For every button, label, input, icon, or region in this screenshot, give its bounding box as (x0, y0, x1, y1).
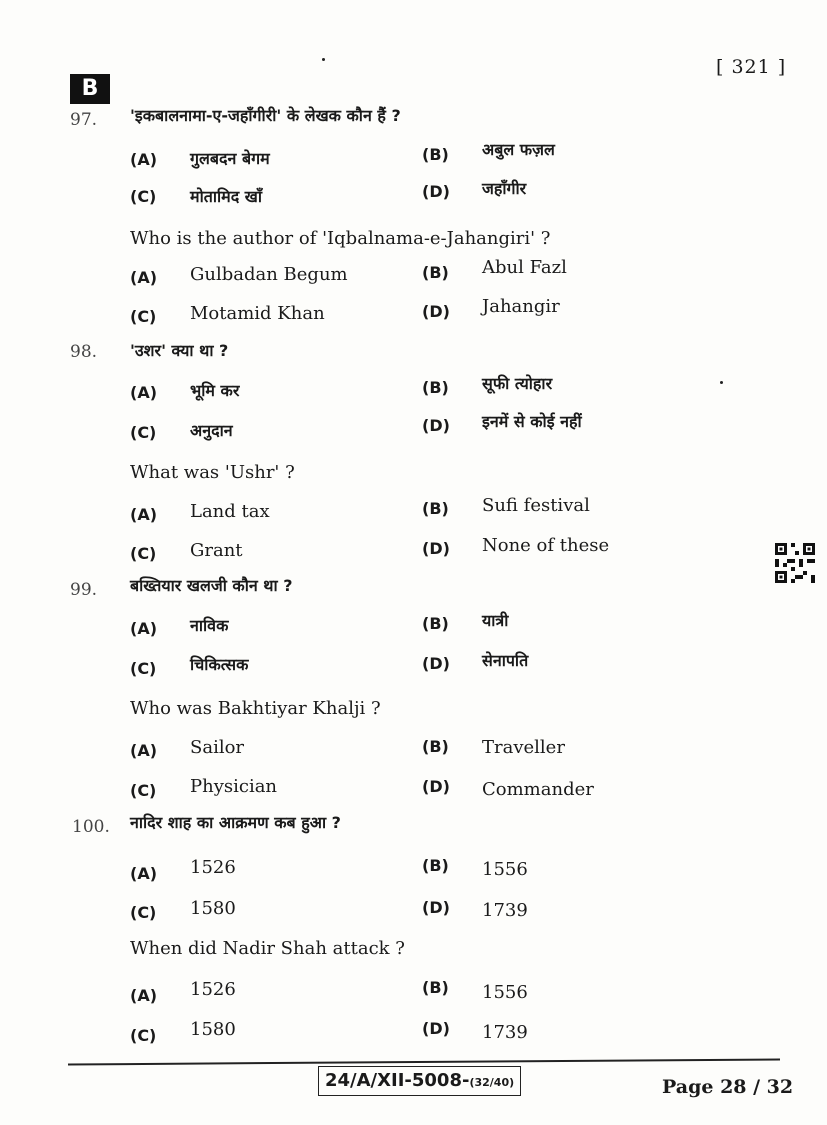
option-text: 1580 (190, 898, 236, 919)
question-hindi: बख्तियार खलजी कौन था ? (130, 576, 293, 595)
option-text: सूफी त्योहार (482, 374, 553, 393)
option-text: 1526 (190, 857, 236, 878)
option-label: (D) (422, 1019, 450, 1038)
option-text: जहाँगीर (482, 179, 527, 198)
option-label: (A) (130, 150, 158, 169)
option-text: Motamid Khan (190, 303, 325, 324)
option-text: Traveller (482, 737, 565, 758)
option-text: Sailor (190, 737, 245, 758)
option-label: (C) (130, 781, 157, 800)
option-label: (A) (130, 741, 158, 760)
option-text: 1739 (482, 1022, 528, 1043)
option-label: (B) (422, 145, 449, 164)
option-label: (B) (422, 378, 449, 397)
option-text: मोतामिद खाँ (190, 187, 262, 206)
question-english: When did Nadir Shah attack ? (130, 938, 405, 959)
question-english: Who is the author of 'Iqbalnama-e-Jahangiri' ? (130, 228, 551, 249)
option-text: Commander (482, 779, 594, 800)
option-label: (D) (422, 182, 450, 201)
option-text: Abul Fazl (482, 257, 567, 278)
option-text: Sufi festival (482, 495, 590, 516)
option-label: (D) (422, 539, 450, 558)
page-indicator: Page 28 / 32 (662, 1076, 794, 1098)
option-text: भूमि कर (190, 381, 240, 400)
print-speck (322, 58, 325, 61)
option-text: 1556 (482, 982, 528, 1003)
option-text: Gulbadan Begum (190, 264, 348, 285)
option-text: Grant (190, 540, 243, 561)
option-label: (A) (130, 505, 158, 524)
option-label: (C) (130, 903, 157, 922)
footer-divider (68, 1059, 780, 1066)
question-english: What was 'Ushr' ? (130, 462, 295, 483)
option-label: (A) (130, 619, 158, 638)
set-label-badge: B (70, 74, 110, 104)
option-label: (C) (130, 544, 157, 563)
option-label: (D) (422, 777, 450, 796)
option-label: (B) (422, 856, 449, 875)
option-label: (C) (130, 1026, 157, 1045)
option-text: चिकित्सक (190, 655, 249, 674)
question-number: 100. (72, 817, 110, 837)
paper-code-text: 24/A/XII-5008- (325, 1070, 470, 1091)
paper-code-suffix: (32/40) (469, 1076, 515, 1089)
option-text: Physician (190, 776, 278, 797)
option-label: (D) (422, 416, 450, 435)
option-text: यात्री (482, 611, 509, 630)
option-text: सेनापति (482, 651, 529, 670)
question-hindi: नादिर शाह का आक्रमण कब हुआ ? (130, 813, 341, 832)
option-label: (B) (422, 614, 449, 633)
option-text: 1526 (190, 979, 236, 1000)
option-text: अबुल फज़ल (482, 140, 555, 159)
question-hindi: 'इकबालनामा-ए-जहाँगीरी' के लेखक कौन हैं ? (130, 106, 401, 125)
option-text: नाविक (190, 616, 229, 635)
option-text: गुलबदन बेगम (190, 149, 270, 168)
option-label: (C) (130, 187, 157, 206)
option-label: (D) (422, 654, 450, 673)
option-label: (A) (130, 383, 158, 402)
option-text: अनुदान (190, 421, 233, 440)
paper-code (318, 1066, 521, 1096)
question-number: 98. (70, 342, 98, 362)
print-speck (720, 381, 723, 384)
option-text: 1556 (482, 859, 528, 880)
question-hindi: 'उशर' क्या था ? (130, 341, 229, 360)
option-label: (D) (422, 898, 450, 917)
question-english: Who was Bakhtiyar Khalji ? (130, 698, 381, 719)
option-label: (C) (130, 423, 157, 442)
page-number: [ 321 ] (716, 56, 787, 78)
option-text: Jahangir (482, 296, 560, 317)
option-text: 1739 (482, 900, 528, 921)
question-number: 97. (70, 110, 98, 130)
option-text: Land tax (190, 501, 270, 522)
option-text: इनमें से कोई नहीं (482, 412, 582, 431)
option-label: (B) (422, 499, 449, 518)
option-label: (D) (422, 302, 450, 321)
question-number: 99. (70, 580, 98, 600)
qr-code-icon (775, 543, 815, 583)
option-label: (C) (130, 659, 157, 678)
option-text: None of these (482, 535, 610, 556)
option-label: (A) (130, 986, 158, 1005)
option-label: (B) (422, 263, 449, 282)
option-label: (A) (130, 864, 158, 883)
option-label: (C) (130, 307, 157, 326)
option-text: 1580 (190, 1019, 236, 1040)
option-label: (B) (422, 978, 449, 997)
option-label: (B) (422, 737, 449, 756)
option-label: (A) (130, 268, 158, 287)
